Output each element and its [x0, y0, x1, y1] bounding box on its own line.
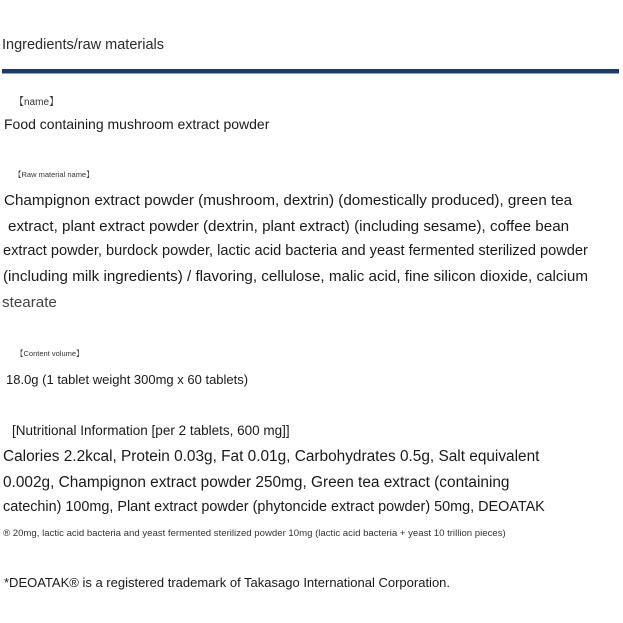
- raw-material-line: (including milk ingredients) / flavoring, cellulose, malic acid, fine silicon dioxide, calcium: [3, 268, 588, 285]
- name-value: Food containing mushroom extract powder: [4, 116, 270, 132]
- raw-material-line: extract powder, burdock powder, lactic acid bacteria and yeast fermented sterilized powder: [3, 243, 588, 259]
- title-divider: [2, 69, 619, 74]
- name-label: 【name】: [14, 97, 60, 108]
- section-title: Ingredients/raw materials: [2, 37, 164, 53]
- content-volume-label: 【Content volume】: [16, 349, 84, 358]
- raw-material-label: 【Raw material name】: [14, 170, 94, 179]
- nutrition-line: Calories 2.2kcal, Protein 0.03g, Fat 0.01g, Carbohydrates 0.5g, Salt equivalent: [3, 448, 540, 465]
- nutrition-line: ® 20mg, lactic acid bacteria and yeast fermented sterilized powder 10mg (lactic acid bacteria + yeast 10 trillion pieces): [3, 528, 506, 539]
- raw-material-line: stearate: [2, 294, 57, 311]
- nutrition-label: [Nutritional Information [per 2 tablets, 600 mg]]: [12, 423, 290, 438]
- content-volume-value: 18.0g (1 tablet weight 300mg x 60 tablets): [6, 372, 249, 387]
- trademark-note: *DEOATAK® is a registered trademark of Takasago International Corporation.: [4, 575, 451, 590]
- nutrition-line: 0.002g, Champignon extract powder 250mg, Green tea extract (containing: [3, 474, 510, 491]
- nutrition-line: catechin) 100mg, Plant extract powder (phytoncide extract powder) 50mg, DEOATAK: [3, 499, 545, 515]
- raw-material-line: extract, plant extract powder (dextrin, plant extract) (including sesame), coffee bean: [8, 218, 570, 235]
- raw-material-line: Champignon extract powder (mushroom, dextrin) (domestically produced), green tea: [4, 192, 573, 209]
